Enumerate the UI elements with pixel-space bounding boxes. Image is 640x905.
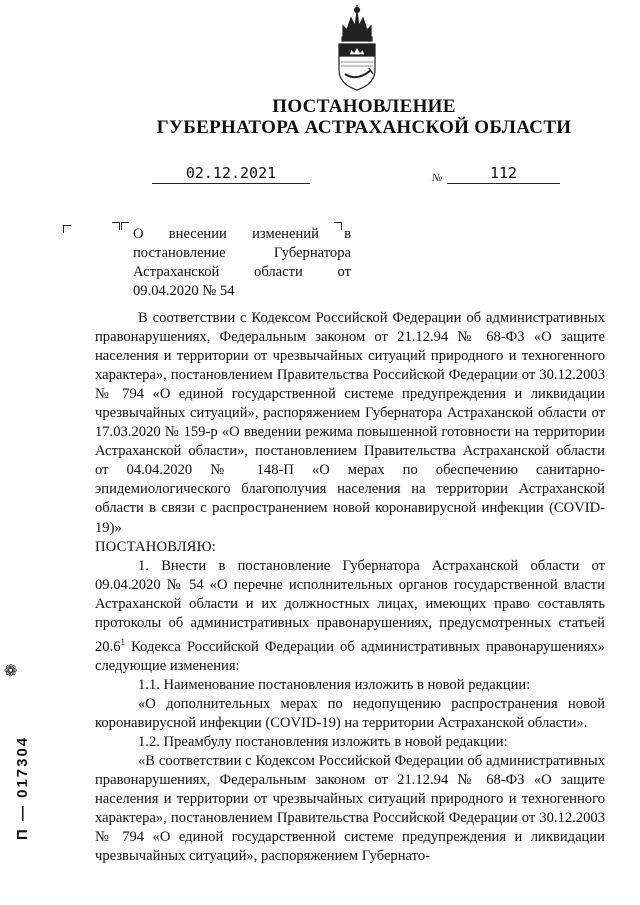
- coat-of-arms-emblem: [329, 4, 385, 94]
- item-1-paragraph: [95, 557, 605, 676]
- blank-serial-number: П — 017304: [14, 735, 31, 840]
- document-number: 112: [447, 164, 560, 184]
- document-body: [95, 309, 605, 866]
- item-1-1-new-title: «О дополнительных мерах по недопущению распространения новой коронавирусной инфекции (COVID-19) на территории Астраханской области».: [95, 695, 605, 731]
- item-1-2-paragraph: 1.2. Преамбулу постановления изложить в новой редакции:: [138, 733, 508, 750]
- blank-security-mark: ❁: [4, 661, 18, 680]
- document-date: 02.12.2021: [152, 164, 310, 184]
- decree-heading: ПОСТАНОВЛЯЮ:: [95, 538, 217, 555]
- subject-corner-mark: [112, 222, 120, 230]
- item-1-superscript: 1: [120, 636, 126, 647]
- issuer-title: ГУБЕРНАТОРА АСТРАХАНСКОЙ ОБЛАСТИ: [156, 117, 572, 138]
- subject-corner-mark: [121, 222, 129, 230]
- item-1-text: 1. Внести в постановление Губернатора Астраханской области от 09.04.2020 № 54 «О перечне исполнительных органов государственной власти Астраханской области и их должностных лицах, имеющих право составлять протоколы об административных правонарушениях, предусмотренных статьей 20.6: [95, 557, 605, 655]
- item-1-text-continued: Кодекса Российской Федерации об административных правонарушениях» следующие изменения:: [95, 638, 605, 674]
- registration-corner-mark: [63, 225, 71, 233]
- document-type-title: ПОСТАНОВЛЕНИЕ: [272, 96, 456, 117]
- preamble-paragraph: В соответствии с Кодексом Российской Федерации об административных правонарушениях, Федеральным законом от 21.12.94 № 68-ФЗ «О защите населения и территории от чрезвычайных ситуаций природного и техногенного характера», постановлением Правительства Российской Федерации от 30.12.2003 № 794 «О единой государственной системе предупреждения и ликвидации чрезвычайных ситуаций», распоряжением Губернатора Астраханской области от 17.03.2020 № 159-р «О введении режима повышенной готовности на территории Астраханской области», постановлением Правительства Астраханской области от 04.04.2020 № 148-П «О мерах по обеспечению санитарно-эпидемиологического благополучия населения на территории Астраханской области в связи с распространением новой коронавирусной инфекции (COVID-19)»: [95, 310, 605, 536]
- document-subject: О внесении изменений в постановление Губернатора Астраханской области от 09.04.2020 № 54: [133, 226, 351, 299]
- item-1-1-paragraph: 1.1. Наименование постановления изложить в новой редакции:: [138, 676, 531, 693]
- item-1-2-new-preamble: «В соответствии с Кодексом Российской Федерации об административных правонарушениях, Федеральным законом от 21.12.94 № 68-ФЗ «О защите населения и территории от чрезвычайных ситуаций природного и техногенного характера», постановлением Правительства Российской Федерации от 30.12.2003 № 794 «О единой государственной системе предупреждения и ликвидации чрезвычайных ситуаций», распоряжением Губернато-: [95, 752, 605, 865]
- number-label: №: [432, 172, 443, 184]
